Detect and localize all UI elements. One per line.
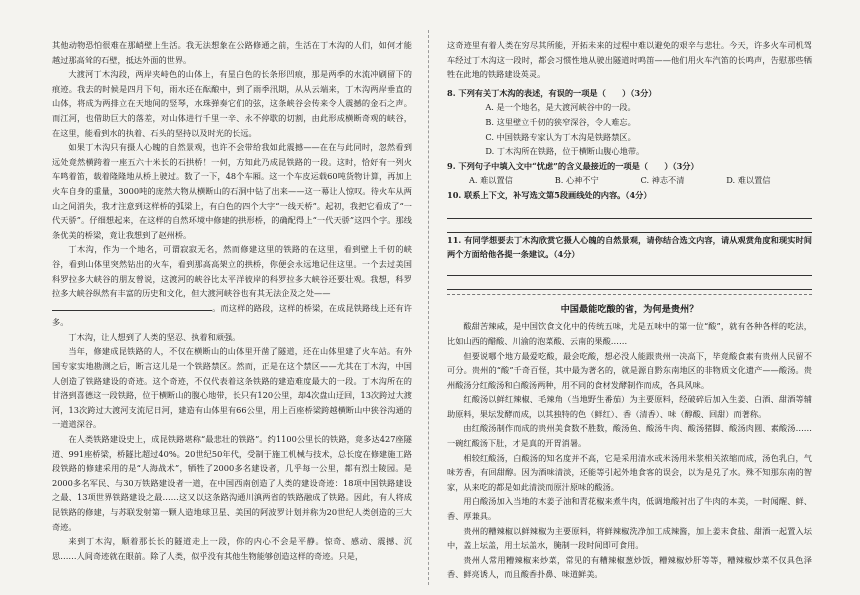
- question-9: 9. 下列句子中填入文中“忧虑”的含义最接近的一项是（ ）（3分）: [447, 160, 699, 171]
- paragraph: 红酸汤以鲜红辣椒、毛辣角（当地野生番茄）为主要原料，经破碎后加入生姜、白酒、甜酒等辅助原料，果坛发酵而成，以其独特的色（鲜红）、香（清香）、味（醇酸、回甜）而著称。: [447, 394, 812, 419]
- answer-line[interactable]: [447, 223, 812, 233]
- fill-blank-line[interactable]: [52, 301, 212, 311]
- paragraph: 酸甜苦辣咸，是中国饮食文化中的传统五味，尤是五味中的第一位“酸”，就有各种各样的吃法，比如山西的醋酸、川渝的泡菜酸、云南的果酸……: [447, 321, 812, 346]
- paragraph: 贵州人常用糟辣椒来炒菜，常见的有糟辣椒葱炒饭，糟辣椒炒肝等等，糟辣椒炒菜不仅具色泽香、鲜亮诱人，而且酸香扑鼻、味道鲜美。: [447, 554, 812, 580]
- answer-line[interactable]: [447, 209, 812, 219]
- paragraph: 当年，修建成昆铁路的人，不仅在横断山的山体里开凿了隧道，还在山体里建了火车站。有外国专家实地勘测之后，断言这儿是一个铁路禁区。然而，正是在这个禁区——尤其在丁木沟，中国人创造了铁路建设的奇迹。这个奇迹，不仅代表着这条铁路的建造难度最大的一段。丁木沟所在的甘洛到喜德这一段铁路，位于横断山的腹心地带，长只有120公里，却4次盘山迂回，13次跨过大渡河，13次跨过大渡河支流尼日河，建造有山体里有66公里，用上百座桥梁跨越横断山中狭谷沟通的一道道深谷。: [52, 346, 412, 430]
- section-separator: [447, 294, 812, 295]
- paragraph: 这奇迹里有着人类在穷尽其所能，开拓未来的过程中难以避免的艰辛与悲壮。今天，许多火车司机驾车经过丁木沟这一段时，都会习惯性地从驶出隧道时鸣笛——他们用火车汽笛的长鸣声，告慰那些牺牲在此地的铁路建设英灵。: [447, 40, 812, 80]
- paragraph: 但要说哪个地方最爱吃酸，最会吃酸，想必没人能跟贵州一决高下，毕竟酸食素有贵州人民留不可分。贵州的“酸”千奇百怪，其中最为著名的，就是源自黔东南地区的非物质文化遗产——酸汤。贵州酸汤分红酸汤和白酸汤两种，用不同的食材发酵制作而成，各具风味。: [447, 350, 812, 390]
- question-8: 8. 下列有关丁木沟的表述，有误的一项是（ ）（3分）: [447, 87, 657, 98]
- paragraph-text: 丁木沟，作为一个地名，可谓寂寂无名，然而修建这里的铁路的在这里，看到壁上千仞的峡谷，看到山体里突然钻出的火车，看到那高高架立的拱桥，你便会永远地记住这里。一个去过美国科罗拉多大峡谷的朋友曾说，这渡河的峡谷比太平洋彼岸的科罗拉多大峡谷还要壮观。我想，科罗拉多大峡谷纵然有丰富的历史和文化，但大渡河峡谷也有其无法企及之处——: [52, 244, 412, 299]
- answer-line[interactable]: [447, 280, 812, 290]
- paragraph: [52, 242, 412, 330]
- paragraph: 贵州的糟辣椒以鲜辣椒为主要原料，将鲜辣椒洗净加工成辣酱，加上姜末食盐、甜酒一起置入坛中，盖上坛盖，用土坛盖水，腌制一段时间即可食用。: [447, 525, 812, 551]
- answer-line[interactable]: [447, 266, 812, 276]
- option-b[interactable]: B. 心神不宁: [554, 175, 599, 186]
- paragraph: 在人类铁路建设史上，成昆铁路堪称“最悲壮的铁路”。约1100公里长的铁路，竟多达427座隧道、991座桥梁，桥隧比超过40%。20世纪50年代，受制于施工机械与技术，总长度在修建施工路段铁路的修建采用的是“人海战术”，牺牲了2000多名建设者，几乎每一公里，都有烈士陵园。是2000多名军民、与30万铁路建设者一道，在中国西南创造了人类的建设奇迹：18项中国铁路建设之最、13项世界铁路建设之最……这又以这条路沟通川滇两省的铁路融成了铁路。因此，有人将成昆铁路的修建，与苏联发射第一颗人造地球卫星、美国的阿波罗计划并称为20世纪人类创造的三大奇迹。: [52, 434, 412, 532]
- paragraph: 大渡河丁木沟段，两岸夹峙色的山体上，有星白色的长条形凹痕，那是两季的水流冲刷留下的痕迹。我去的时候是四月下旬，雨水还在酝酿中，到了雨季汛期，从从云端来，丁木沟两岸垂直的山体，将成为两排立在天地间的竖琴，水珠弹奏它们的弦，这条峡谷会传来令人震撼的金石之声。而江河，也借助巨大的落差，对山体进行千里一辛、永不停歇的切割，由此形成横断奇观的峡谷，在这里，能看到水的执着、石头的坚持以及时光的长远。: [52, 69, 412, 138]
- question-11: 11. 有同学想要去丁木沟欣赏它摄人心魄的自然景观，请你结合选文内容，请从观赏角度和现实时间两个方面给他各提一条建议。（4分）: [447, 234, 812, 260]
- left-column: [52, 38, 412, 586]
- paragraph: 丁木沟，让人想到了人类的坚忍、执着和顽强。: [68, 331, 241, 342]
- paragraph: 其他动物恐怕很难在那峭壁上生活。我无法想象在公路修通之前，生活在丁木沟的人们，如何才能越过那高耸的石壁，抵达外面的世界。: [52, 40, 412, 65]
- option-b[interactable]: B. 这里壁立千仞的狭窄深谷，令人难忘。: [485, 116, 636, 127]
- column-divider: [428, 30, 430, 585]
- option-d[interactable]: D. 难以置信: [726, 175, 771, 186]
- option-a[interactable]: A. 是一个地名，是大渡河峡谷中的一段。: [485, 102, 636, 113]
- paragraph: 由红酸汤制作而成的贵州美食数不胜数，酸汤鱼、酸汤牛肉、酸汤猪脚、酸汤肉圆、素酸汤……一碗红酸汤下肚，才是真的开胃消暑。: [447, 423, 812, 449]
- paragraph-text: 。而这样的路段，这样的桥梁，在成昆铁路线上还有许多。: [52, 302, 412, 328]
- option-c[interactable]: C. 神志不清: [640, 175, 685, 186]
- paragraph: 来到丁木沟，顺着那长长的隧道走上一段，你的内心不会是平静。惊奇、感动、震撼、沉思……人间奇迹就在眼前。除了人类，似乎没有其他生物能够创造这样的奇迹。只是，: [52, 536, 412, 561]
- right-column: [447, 38, 812, 588]
- options-row: [447, 173, 812, 188]
- article-title: 中国最能吃酸的省，为何是贵州？: [560, 303, 699, 315]
- option-c[interactable]: C. 中国铁路专家认为丁木沟是铁路禁区。: [485, 131, 636, 142]
- option-a[interactable]: A. 难以置信: [469, 175, 513, 186]
- paragraph: 如果丁木沟只有摄人心魄的自然景观，也许不会带给我如此震撼——在在与此同时，忽然看到远处竟然横跨着一座五六十米长的石拱桥！一何，方知此乃成昆铁路的一段。这时，恰好有一列火车鸣着笛，载着隆隆地从桥上驶过。数了一下，48个车厢。这一个车皮运载60吨货物计算，再加上火车自身的重量，3000吨的庞然大物从横断山的石洞中钻了出来——这一幕让人惊叹。待火车从两山之间消失，我才注意到这样桥的弧梁上，有白色的四个大字“一线天桥”。起初，我把它看成了“一代天骄”。仔细想起来，在这样的自然环境中修建的拱形桥，的确配得上“一代天骄”这四个字。那线条优美的桥梁，竟让我想到了赵州桥。: [52, 142, 412, 240]
- question-10: 10. 联系上下文，补写选文第5段画线处的内容。（4分）: [447, 189, 652, 200]
- paragraph: 用白酸汤加入当地的木姜子油和青花椒来煮牛肉，低调地酸衬出了牛肉的本美，一时闻醒、鲜、香、厚兼具。: [447, 496, 812, 522]
- option-d[interactable]: D. 丁木沟所在铁路，位于横断山腹心地带。: [485, 146, 645, 157]
- paragraph: 相较红酸汤，白酸汤的知名度并不高，它是采用清水或米汤用米浆相关浓缩而成，汤色乳白，气味芳香，有回甜醇。因为酒味清淡，还能等引起外地食客的误会，以为是兑了水。殊不知那东南的智家，从来吃的都是如此清淡而原汁原味的酸汤。: [447, 452, 812, 492]
